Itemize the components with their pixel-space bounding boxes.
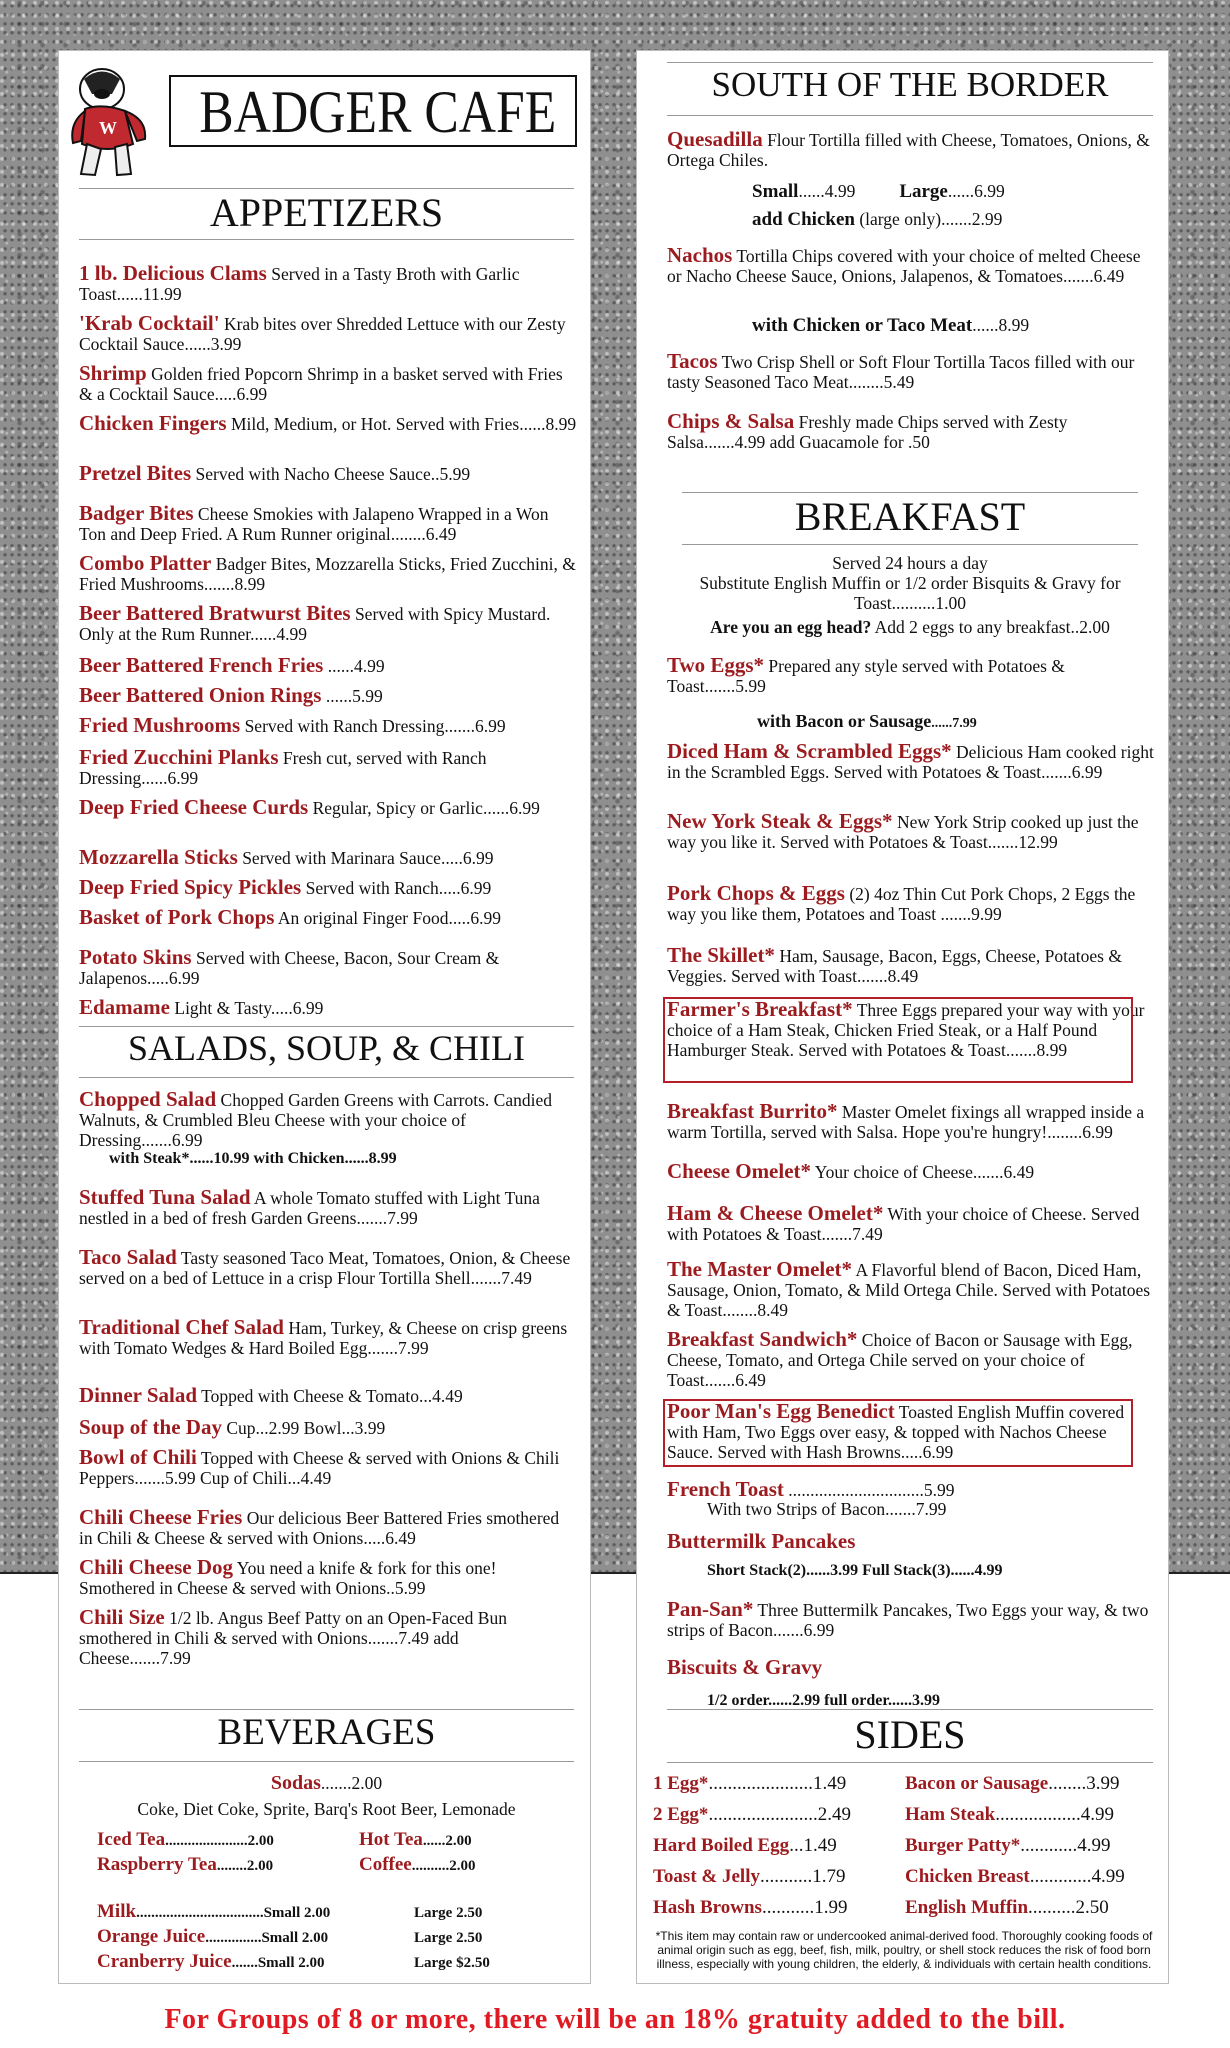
item-name: Breakfast Burrito* xyxy=(667,1099,838,1123)
item-description: Mild, Medium, or Hot. Served with Fries......8.99 xyxy=(230,414,577,434)
side-price: .............4.99 xyxy=(1029,1866,1125,1887)
menu-item xyxy=(79,553,579,594)
farmers-breakfast-highlight xyxy=(663,997,1133,1083)
item-name: Basket of Pork Chops xyxy=(79,905,275,929)
egg-benedict-highlight xyxy=(663,1399,1133,1467)
pancake-sizes: Short Stack(2)......3.99 Full Stack(3)......4.99 xyxy=(707,1562,1003,1579)
side-name: English Muffin xyxy=(905,1897,1029,1918)
addon-price: (large only).......2.99 xyxy=(859,209,1003,229)
item-description: Delicious Ham cooked right in the Scrambled Eggs. Served with Potatoes & Toast.......6.99 xyxy=(667,742,1154,782)
menu-item xyxy=(79,1247,574,1288)
section-title-south: SOUTH OF THE BORDER xyxy=(711,65,1109,104)
divider xyxy=(667,62,1153,63)
item-description: Three Eggs prepared your way with your choice of a Ham Steak, Chicken Fried Steak, or a Half Pound Hamburger Steak. Served with Potatoes & Toast.......8.99 xyxy=(667,1000,1145,1060)
menu-item xyxy=(79,1187,574,1228)
item-description: ......4.99 xyxy=(327,656,385,676)
item-name: Chips & Salsa xyxy=(667,409,795,433)
divider xyxy=(682,544,1138,545)
item-description: Served with Ranch Dressing.......6.99 xyxy=(244,716,506,736)
side-item xyxy=(653,1866,903,1888)
side-price: ...........1.79 xyxy=(759,1866,846,1887)
menu-item xyxy=(79,907,579,928)
two-eggs-extra xyxy=(757,711,1137,734)
beverage-item xyxy=(359,1854,559,1876)
item-description: Badger Bites, Mozzarella Sticks, Fried Zucchini, & Fried Mushrooms.......8.99 xyxy=(79,554,576,594)
item-name: 1 lb. Delicious Clams xyxy=(79,261,267,285)
item-name: Soup of the Day xyxy=(79,1415,222,1439)
item-name: The Skillet* xyxy=(667,943,775,967)
item-description: Freshly made Chips served with Zesty Salsa.......4.99 add Guacamole for .50 xyxy=(667,412,1068,452)
divider xyxy=(79,239,574,240)
item-name: Dinner Salad xyxy=(79,1383,198,1407)
item-name: Poor Man's Egg Benedict xyxy=(667,1399,895,1423)
side-name: Hard Boiled Egg xyxy=(653,1835,790,1856)
side-item xyxy=(653,1773,903,1795)
quesadilla-chicken xyxy=(752,209,1152,230)
item-name: Diced Ham & Scrambled Eggs* xyxy=(667,739,952,763)
beverage-price: ......2.00 xyxy=(422,1833,472,1849)
menu-item xyxy=(79,1557,574,1598)
item-name: Traditional Chef Salad xyxy=(79,1315,284,1339)
item-description: Chopped Garden Greens with Carrots. Candied Walnuts, & Crumbled Bleu Cheese with your choice of Dressing.......6.99 xyxy=(79,1090,552,1150)
menu-item xyxy=(79,1089,574,1150)
item-description: Served with Nacho Cheese Sauce..5.99 xyxy=(195,464,471,484)
sodas-line: Sodas.......2.00 xyxy=(270,1772,383,1794)
side-item xyxy=(905,1804,1165,1826)
item-description: Golden fried Popcorn Shrimp in a basket served with Fries & a Cocktail Sauce.....6.99 xyxy=(79,364,563,404)
food-safety-disclaimer: *This item may contain raw or undercooked animal-derived food. Thoroughly cooking foods of animal origin such as egg, beef, fish, milk, poultry, or shell stock reduces the risk of food born illness, especially with young children, the elderly, & individuals with certain health conditions. xyxy=(655,1929,1153,1971)
item-description: Served with Ranch.....6.99 xyxy=(305,878,492,898)
beverage-large-price: Large 2.50 xyxy=(414,1930,483,1946)
beverage-name: Hot Tea xyxy=(359,1829,423,1850)
addon-price: ......8.99 xyxy=(972,315,1030,335)
beverage-item xyxy=(97,1951,397,1973)
side-name: 1 Egg* xyxy=(653,1773,709,1794)
side-name: Chicken Breast xyxy=(905,1866,1030,1887)
menu-item xyxy=(667,1599,1157,1640)
item-description: Topped with Cheese & served with Onions & Chili Peppers.......5.99 Cup of Chili...4.49 xyxy=(79,1448,560,1488)
item-description: Two Crisp Shell or Soft Flour Tortilla Tacos filled with our tasty Seasoned Taco Meat........5.49 xyxy=(667,352,1135,392)
menu-item xyxy=(79,1507,574,1548)
restaurant-name-box xyxy=(169,75,577,147)
addon-label: with Bacon or Sausage xyxy=(757,711,932,731)
size-price: ......4.99 xyxy=(798,181,856,201)
item-name: French Toast xyxy=(667,1477,784,1501)
beverage-large-price: Large $2.50 xyxy=(414,1955,490,1971)
divider xyxy=(79,1077,574,1078)
item-description: Light & Tasty.....6.99 xyxy=(174,998,324,1018)
item-name: Deep Fried Spicy Pickles xyxy=(79,875,302,899)
divider xyxy=(667,1762,1153,1763)
item-description: (2) 4oz Thin Cut Pork Chops, 2 Eggs the way you like them, Potatoes and Toast .......9.99 xyxy=(667,884,1136,924)
quesadilla-sizes xyxy=(752,181,1152,202)
item-description: Choice of Bacon or Sausage with Egg, Cheese, Tomato, and Ortega Chile served on your choice of Toast.......6.49 xyxy=(667,1330,1133,1390)
side-name: Bacon or Sausage xyxy=(905,1773,1049,1794)
item-description: New York Strip cooked up just the way you like it. Served with Potatoes & Toast.......12.99 xyxy=(667,812,1139,852)
item-name: Cheese Omelet* xyxy=(667,1159,812,1183)
item-description: Cup...2.99 Bowl...3.99 xyxy=(226,1418,386,1438)
side-price: ........3.99 xyxy=(1048,1773,1120,1794)
side-name: Ham Steak xyxy=(905,1804,996,1825)
item-name: Fried Mushrooms xyxy=(79,713,241,737)
item-name: Nachos xyxy=(667,243,733,267)
item-description: Flour Tortilla filled with Cheese, Tomatoes, Onions, & Ortega Chiles. xyxy=(667,130,1150,170)
menu-item xyxy=(79,747,579,788)
item-description: 1/2 lb. Angus Beef Patty on an Open-Faced Bun smothered in Chili & served with Onions.......7.49 add Cheese.......7.99 xyxy=(79,1608,507,1668)
menu-item xyxy=(667,1329,1157,1390)
beverage-price: .......Small 2.00 xyxy=(231,1955,325,1971)
item-name: Two Eggs* xyxy=(667,653,765,677)
menu-item xyxy=(79,997,579,1018)
item-name: Edamame xyxy=(79,995,170,1019)
menu-item xyxy=(667,1479,1157,1500)
divider xyxy=(79,1709,574,1710)
item-name: Breakfast Sandwich* xyxy=(667,1327,858,1351)
menu-item xyxy=(79,1417,574,1438)
item-name: Badger Bites xyxy=(79,501,194,525)
item-name: Pretzel Bites xyxy=(79,461,192,485)
item-name: Farmer's Breakfast* xyxy=(667,997,853,1021)
item-name: Quesadilla xyxy=(667,127,763,151)
menu-item xyxy=(79,503,579,544)
gratuity-notice: For Groups of 8 or more, there will be an 18% gratuity added to the bill. xyxy=(164,2004,1066,2035)
menu-item xyxy=(667,245,1157,286)
menu-item xyxy=(79,1385,574,1406)
side-price: ..................4.99 xyxy=(995,1804,1114,1825)
item-description: A whole Tomato stuffed with Light Tuna nestled in a bed of fresh Garden Greens.......7.99 xyxy=(79,1188,540,1228)
menu-item xyxy=(79,463,579,484)
left-menu-panel xyxy=(58,50,591,1984)
addon-price: ......7.99 xyxy=(931,716,977,731)
item-name: Fried Zucchini Planks xyxy=(79,745,279,769)
item-name: Chili Cheese Fries xyxy=(79,1505,243,1529)
item-description: You need a knife & fork for this one! Smothered in Cheese & served with Onions..5.99 xyxy=(79,1558,497,1598)
item-name: Potato Skins xyxy=(79,945,192,969)
beverage-name: Milk xyxy=(97,1901,137,1922)
menu-item xyxy=(79,947,579,988)
side-price: ......................1.49 xyxy=(708,1773,847,1794)
side-name: Toast & Jelly xyxy=(653,1866,760,1887)
side-item xyxy=(905,1866,1165,1888)
item-description: Topped with Cheese & Tomato...4.49 xyxy=(201,1386,463,1406)
menu-item xyxy=(667,945,1157,986)
item-description: Master Omelet fixings all wrapped inside a warm Tortilla, served with Salsa. Hope you're hungry!........6.99 xyxy=(667,1102,1145,1142)
item-name: 'Krab Cocktail' xyxy=(79,311,220,335)
item-description: Fresh cut, served with Ranch Dressing......6.99 xyxy=(79,748,487,788)
item-name: Taco Salad xyxy=(79,1245,177,1269)
beverage-item xyxy=(359,1829,559,1851)
nachos-extra xyxy=(752,315,1152,336)
item-name: Stuffed Tuna Salad xyxy=(79,1185,251,1209)
breakfast-intro-hours: Served 24 hours a day xyxy=(832,553,988,573)
item-description: With your choice of Cheese. Served with Potatoes & Toast.......7.49 xyxy=(667,1204,1140,1244)
menu-item xyxy=(79,715,579,736)
item-description: A Flavorful blend of Bacon, Diced Ham, Sausage, Onion, Tomato, & Mild Ortega Chile. Served with Potatoes & Toast........8.49 xyxy=(667,1260,1151,1320)
side-name: Burger Patty* xyxy=(905,1835,1021,1856)
item-name: Deep Fried Cheese Curds xyxy=(79,795,309,819)
menu-item xyxy=(79,313,579,354)
item-name: Combo Platter xyxy=(79,551,212,575)
svg-text:W: W xyxy=(99,118,117,138)
menu-item xyxy=(79,1447,574,1488)
menu-item xyxy=(79,1317,574,1358)
item-description: Cheese Smokies with Jalapeno Wrapped in a Won Ton and Deep Fried. A Rum Runner original........6.49 xyxy=(79,504,549,544)
soda-list: Coke, Diet Coke, Sprite, Barq's Root Beer, Lemonade xyxy=(137,1799,516,1819)
chopped-salad-extras: with Steak*......10.99 with Chicken......8.99 xyxy=(109,1150,397,1167)
item-description: Served with Cheese, Bacon, Sour Cream & Jalapenos.....6.99 xyxy=(79,948,500,988)
side-price: ..........2.50 xyxy=(1028,1897,1109,1918)
item-description: Krab bites over Shredded Lettuce with our Zesty Cocktail Sauce......3.99 xyxy=(79,314,566,354)
divider xyxy=(667,115,1153,116)
biscuit-sizes: 1/2 order......2.99 full order......3.99 xyxy=(707,1692,941,1709)
item-description: Served in a Tasty Broth with Garlic Toast......11.99 xyxy=(79,264,520,304)
item-name: Chicken Fingers xyxy=(79,411,227,435)
beverage-item xyxy=(97,1854,327,1876)
item-description: ...............................5.99 xyxy=(788,1480,955,1500)
beverage-item xyxy=(97,1829,327,1851)
beverage-name: Raspberry Tea xyxy=(97,1854,217,1875)
badger-mascot-logo xyxy=(67,59,172,184)
beverage-name: Cranberry Juice xyxy=(97,1951,232,1972)
item-name: Shrimp xyxy=(79,361,147,385)
side-item xyxy=(905,1835,1165,1857)
item-name: Buttermilk Pancakes xyxy=(667,1529,856,1553)
divider xyxy=(79,1761,574,1762)
item-name: Chopped Salad xyxy=(79,1087,217,1111)
menu-item xyxy=(79,797,579,818)
item-name: Tacos xyxy=(667,349,718,373)
beverage-price: ........2.00 xyxy=(216,1858,274,1874)
item-name: Pan-San* xyxy=(667,1597,754,1621)
item-description: Served with Spicy Mustard. Only at the Rum Runner......4.99 xyxy=(79,604,551,644)
item-name: Ham & Cheese Omelet* xyxy=(667,1201,884,1225)
section-title-breakfast: BREAKFAST xyxy=(794,494,1026,539)
menu-item xyxy=(667,741,1157,782)
section-title-sides: SIDES xyxy=(854,1712,966,1757)
beverage-price: ...............Small 2.00 xyxy=(205,1930,329,1946)
item-description: Toasted English Muffin covered with Ham, Two Eggs over easy, & topped with Nachos Cheese Sauce. Served with Hash Browns.....6.99 xyxy=(667,1402,1125,1462)
item-name: Biscuits & Gravy xyxy=(667,1655,823,1679)
side-item xyxy=(653,1897,903,1919)
size-label: Large xyxy=(899,181,948,202)
item-description: Regular, Spicy or Garlic......6.99 xyxy=(312,798,540,818)
menu-item xyxy=(667,655,1157,696)
beverage-name: Iced Tea xyxy=(97,1829,166,1850)
side-item xyxy=(653,1804,903,1826)
right-menu-panel xyxy=(636,50,1169,1984)
side-price: ...........1.99 xyxy=(761,1897,848,1918)
divider xyxy=(667,1709,1153,1710)
beverage-item xyxy=(97,1926,397,1948)
item-name: Mozzarella Sticks xyxy=(79,845,238,869)
menu-item xyxy=(79,413,579,434)
side-price: ............4.99 xyxy=(1020,1835,1111,1856)
item-name: The Master Omelet* xyxy=(667,1257,853,1281)
side-item xyxy=(653,1835,903,1857)
beverage-name: Coffee xyxy=(359,1854,412,1875)
item-description: Three Buttermilk Pancakes, Two Eggs your way, & two strips of Bacon.......6.99 xyxy=(667,1600,1149,1640)
side-name: Hash Browns xyxy=(653,1897,762,1918)
item-description: Ham, Sausage, Bacon, Eggs, Cheese, Potatoes & Veggies. Served with Toast.......8.49 xyxy=(667,946,1122,986)
beverage-price: ..................................Small 2.00 xyxy=(136,1905,331,1921)
item-name: Beer Battered French Fries xyxy=(79,653,324,677)
menu-item xyxy=(667,1657,1157,1678)
menu-item xyxy=(667,811,1157,852)
item-name: Chili Cheese Dog xyxy=(79,1555,233,1579)
size-price: ......6.99 xyxy=(947,181,1005,201)
menu-item xyxy=(667,1101,1157,1142)
beverage-name: Orange Juice xyxy=(97,1926,206,1947)
addon-label: add Chicken xyxy=(752,209,855,230)
size-label: Small xyxy=(752,181,799,202)
item-name: New York Steak & Eggs* xyxy=(667,809,893,833)
menu-item xyxy=(667,411,1157,452)
item-name: Beer Battered Onion Rings xyxy=(79,683,322,707)
menu-item xyxy=(667,1161,1157,1182)
item-description: An original Finger Food.....6.99 xyxy=(277,908,501,928)
menu-item xyxy=(79,1607,574,1668)
item-description: Tasty seasoned Taco Meat, Tomatoes, Onion, & Cheese served on a bed of Lettuce in a crisp Flour Tortilla Shell.......7.49 xyxy=(79,1248,571,1288)
side-item xyxy=(905,1897,1165,1919)
item-description: Our delicious Beer Battered Fries smothered in Chili & Cheese & served with Onions.....6.49 xyxy=(79,1508,560,1548)
menu-item xyxy=(667,1259,1157,1320)
menu-item xyxy=(79,685,579,706)
menu-item xyxy=(79,603,579,644)
item-name: Pork Chops & Eggs xyxy=(667,881,845,905)
beverage-item xyxy=(97,1901,397,1923)
beverage-large-price: Large 2.50 xyxy=(414,1905,483,1921)
french-toast-extra: With two Strips of Bacon.......7.99 xyxy=(707,1499,947,1519)
egghead-line: Are you an egg head? Add 2 eggs to any breakfast..2.00 xyxy=(710,617,1110,637)
menu-item xyxy=(79,877,579,898)
item-description: Ham, Turkey, & Cheese on crisp greens with Tomato Wedges & Hard Boiled Egg.......7.99 xyxy=(79,1318,568,1358)
breakfast-intro-substitute: Substitute English Muffin or 1/2 order Bisquits & Gravy for Toast..........1.00 xyxy=(699,573,1121,613)
item-description: Prepared any style served with Potatoes & Toast.......5.99 xyxy=(667,656,1065,696)
addon-label: with Chicken or Taco Meat xyxy=(752,315,973,336)
item-name: Chili Size xyxy=(79,1605,165,1629)
menu-item xyxy=(79,655,579,676)
menu-item xyxy=(667,1531,1157,1552)
menu-item xyxy=(667,1203,1157,1244)
item-name: Beer Battered Bratwurst Bites xyxy=(79,601,351,625)
menu-item xyxy=(79,363,579,404)
beverage-price: ..........2.00 xyxy=(411,1858,476,1874)
beverage-price: ......................2.00 xyxy=(165,1833,274,1849)
menu-item xyxy=(667,351,1157,392)
section-title-appetizers: APPETIZERS xyxy=(209,190,444,235)
menu-item xyxy=(79,847,579,868)
side-price: .......................2.49 xyxy=(708,1804,851,1825)
item-description: ......5.99 xyxy=(325,686,383,706)
side-price: ...1.49 xyxy=(789,1835,837,1856)
item-description: Your choice of Cheese.......6.49 xyxy=(814,1162,1035,1182)
menu-item xyxy=(667,129,1157,170)
section-title-salads: SALADS, SOUP, & CHILI xyxy=(127,1028,526,1068)
item-description: Served with Marinara Sauce.....6.99 xyxy=(242,848,494,868)
menu-item xyxy=(79,263,579,304)
item-description: Tortilla Chips covered with your choice of melted Cheese or Nacho Cheese Sauce, Onions, Jalapenos, & Tomatoes.......6.49 xyxy=(667,246,1141,286)
side-item xyxy=(905,1773,1165,1795)
side-name: 2 Egg* xyxy=(653,1804,709,1825)
menu-item xyxy=(667,883,1157,924)
restaurant-name: BADGER CAFE xyxy=(199,79,557,145)
section-title-beverages: BEVERAGES xyxy=(217,1712,436,1753)
item-name: Bowl of Chili xyxy=(79,1445,197,1469)
